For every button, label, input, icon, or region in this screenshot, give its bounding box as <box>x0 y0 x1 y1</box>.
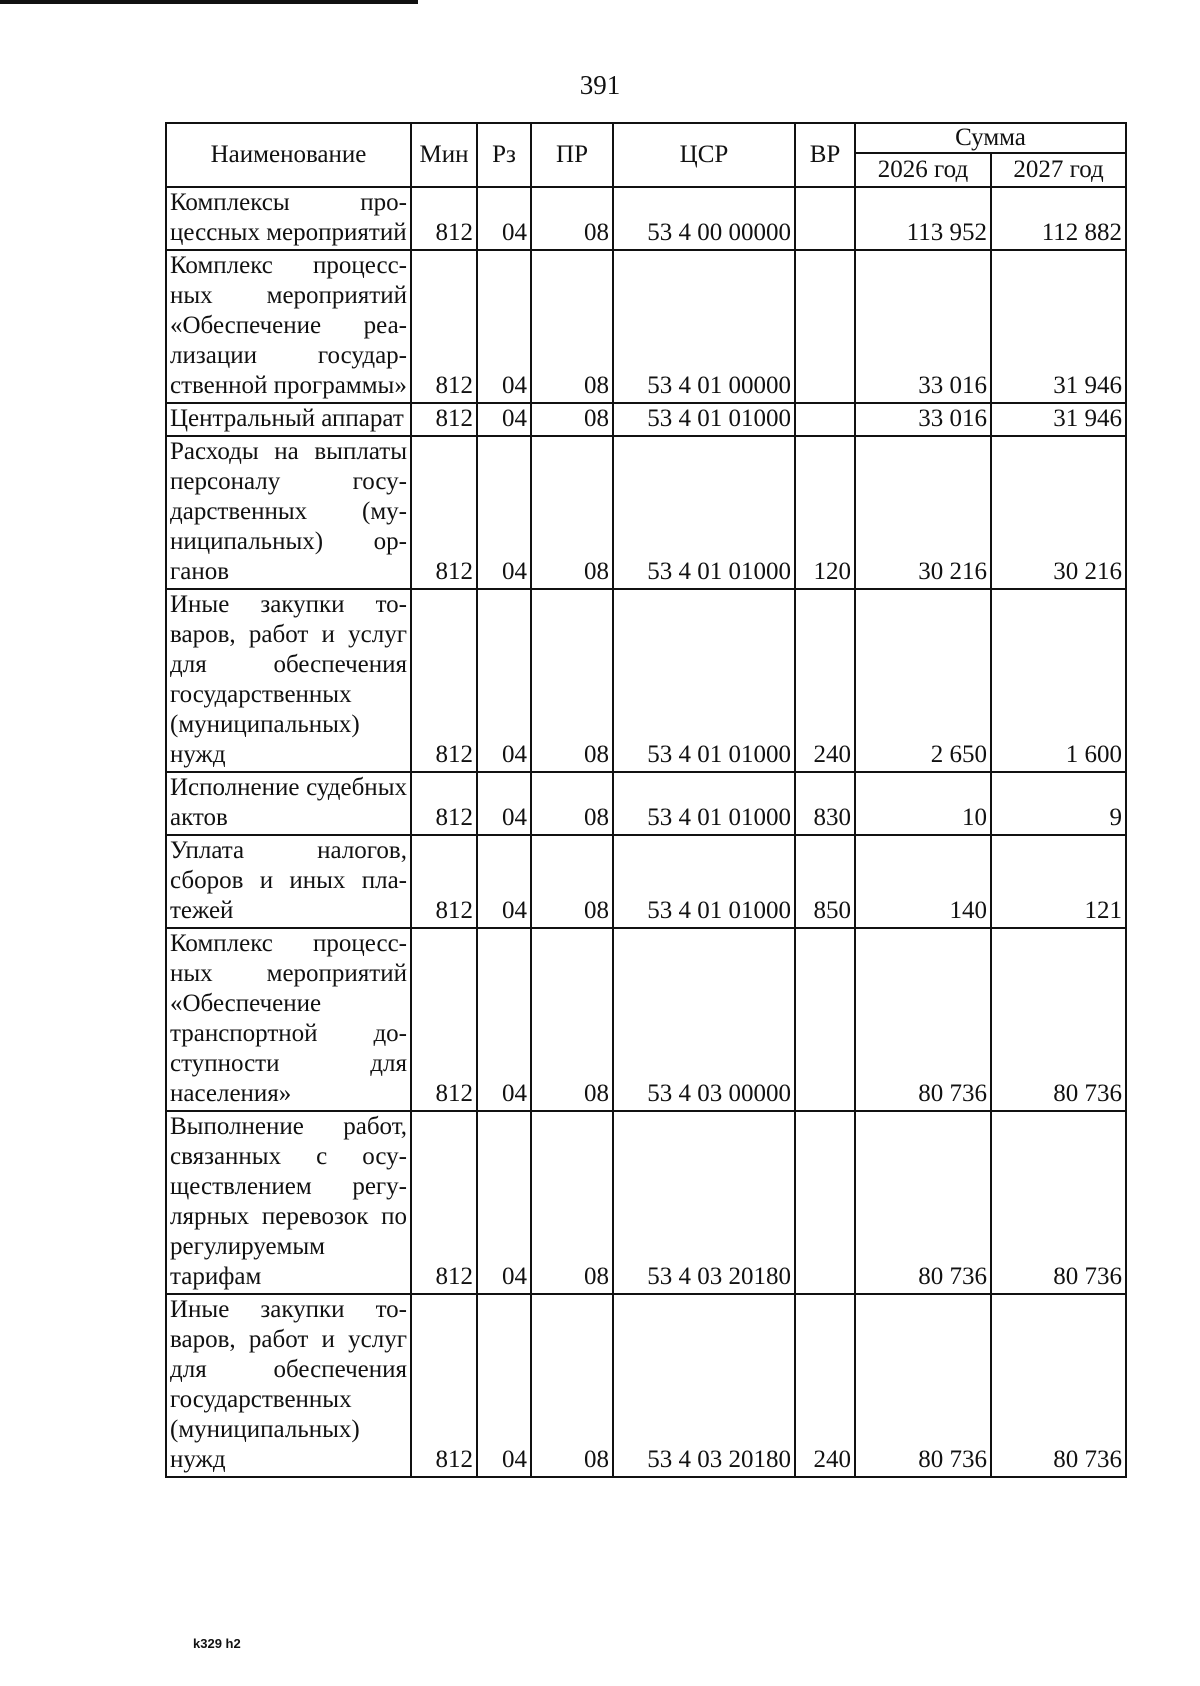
row-name: Выполнение работ, связанных с осуществлением регулярных перевозок по регулируемым тарифам <box>166 1111 411 1294</box>
row-rz: 04 <box>477 1294 531 1477</box>
row-name: Центральный аппарат <box>166 403 411 436</box>
budget-table <box>165 122 1127 1478</box>
row-vr: 850 <box>795 835 855 928</box>
row-name: Расходы на выплаты персоналу государственных (муниципальных) органов <box>166 436 411 589</box>
row-min: 812 <box>411 187 477 250</box>
row-amount-2026: 80 736 <box>855 1111 991 1294</box>
row-pr: 08 <box>531 589 613 772</box>
row-rz: 04 <box>477 1111 531 1294</box>
table-row <box>166 835 1126 928</box>
row-name: Комплексы процессных мероприятий <box>166 187 411 250</box>
row-pr: 08 <box>531 436 613 589</box>
row-vr <box>795 928 855 1111</box>
table-row <box>166 589 1126 772</box>
row-amount-2027: 9 <box>991 772 1126 835</box>
footer-code: k329 h2 <box>193 1636 241 1651</box>
row-rz: 04 <box>477 403 531 436</box>
row-pr: 08 <box>531 250 613 403</box>
row-vr <box>795 1111 855 1294</box>
header-2027: 2027 год <box>991 153 1126 187</box>
row-name: Иные закупки товаров, работ и услуг для обеспечения государственных (муниципальных) нужд <box>166 589 411 772</box>
row-csr: 53 4 01 01000 <box>613 772 795 835</box>
row-amount-2026: 80 736 <box>855 928 991 1111</box>
row-amount-2026: 10 <box>855 772 991 835</box>
row-name: Комплекс процессных мероприятий «Обеспечение транспортной доступности для населения» <box>166 928 411 1111</box>
row-min: 812 <box>411 436 477 589</box>
row-csr: 53 4 01 01000 <box>613 436 795 589</box>
header-2026: 2026 год <box>855 153 991 187</box>
row-amount-2026: 33 016 <box>855 250 991 403</box>
row-amount-2026: 33 016 <box>855 403 991 436</box>
table-row <box>166 772 1126 835</box>
row-vr <box>795 250 855 403</box>
row-rz: 04 <box>477 772 531 835</box>
row-pr: 08 <box>531 772 613 835</box>
row-name: Иные закупки товаров, работ и услуг для обеспечения государственных (муниципальных) нужд <box>166 1294 411 1477</box>
row-csr: 53 4 01 01000 <box>613 403 795 436</box>
header-pr: ПР <box>531 123 613 187</box>
row-pr: 08 <box>531 928 613 1111</box>
row-amount-2026: 140 <box>855 835 991 928</box>
table-row <box>166 1294 1126 1477</box>
row-amount-2026: 80 736 <box>855 1294 991 1477</box>
row-rz: 04 <box>477 250 531 403</box>
table-row <box>166 928 1126 1111</box>
row-pr: 08 <box>531 1111 613 1294</box>
row-amount-2027: 80 736 <box>991 1111 1126 1294</box>
row-min: 812 <box>411 1111 477 1294</box>
row-rz: 04 <box>477 835 531 928</box>
table-row <box>166 436 1126 589</box>
row-amount-2027: 31 946 <box>991 403 1126 436</box>
row-name: Комплекс процессных мероприятий «Обеспечение реализации государственной программы» <box>166 250 411 403</box>
row-amount-2027: 121 <box>991 835 1126 928</box>
header-name: Наименование <box>166 123 411 187</box>
row-vr: 830 <box>795 772 855 835</box>
row-rz: 04 <box>477 436 531 589</box>
row-pr: 08 <box>531 1294 613 1477</box>
row-amount-2026: 30 216 <box>855 436 991 589</box>
row-min: 812 <box>411 250 477 403</box>
table-header <box>166 123 1126 187</box>
row-amount-2027: 1 600 <box>991 589 1126 772</box>
row-amount-2027: 30 216 <box>991 436 1126 589</box>
row-vr: 240 <box>795 589 855 772</box>
row-amount-2027: 80 736 <box>991 928 1126 1111</box>
row-csr: 53 4 00 00000 <box>613 187 795 250</box>
row-min: 812 <box>411 403 477 436</box>
row-vr <box>795 403 855 436</box>
row-name: Уплата налогов, сборов и иных платежей <box>166 835 411 928</box>
top-rule <box>0 0 418 4</box>
row-rz: 04 <box>477 187 531 250</box>
table-row <box>166 250 1126 403</box>
row-csr: 53 4 03 00000 <box>613 928 795 1111</box>
row-min: 812 <box>411 835 477 928</box>
row-min: 812 <box>411 589 477 772</box>
row-vr <box>795 187 855 250</box>
row-amount-2026: 113 952 <box>855 187 991 250</box>
row-csr: 53 4 03 20180 <box>613 1294 795 1477</box>
row-rz: 04 <box>477 589 531 772</box>
row-csr: 53 4 01 01000 <box>613 589 795 772</box>
header-min: Мин <box>411 123 477 187</box>
row-vr: 120 <box>795 436 855 589</box>
row-pr: 08 <box>531 403 613 436</box>
row-csr: 53 4 03 20180 <box>613 1111 795 1294</box>
table-row <box>166 1111 1126 1294</box>
row-pr: 08 <box>531 835 613 928</box>
row-csr: 53 4 01 00000 <box>613 250 795 403</box>
header-vr: ВР <box>795 123 855 187</box>
row-amount-2027: 31 946 <box>991 250 1126 403</box>
row-amount-2027: 112 882 <box>991 187 1126 250</box>
row-vr: 240 <box>795 1294 855 1477</box>
page-number: 391 <box>579 70 621 100</box>
header-csr: ЦСР <box>613 123 795 187</box>
header-rz: Рз <box>477 123 531 187</box>
row-amount-2027: 80 736 <box>991 1294 1126 1477</box>
table-body <box>166 187 1126 1477</box>
row-min: 812 <box>411 772 477 835</box>
row-pr: 08 <box>531 187 613 250</box>
header-sum: Сумма <box>855 123 1126 153</box>
table-row <box>166 187 1126 250</box>
row-rz: 04 <box>477 928 531 1111</box>
row-amount-2026: 2 650 <box>855 589 991 772</box>
row-csr: 53 4 01 01000 <box>613 835 795 928</box>
row-name: Исполнение судебных актов <box>166 772 411 835</box>
row-min: 812 <box>411 928 477 1111</box>
table-row <box>166 403 1126 436</box>
row-min: 812 <box>411 1294 477 1477</box>
